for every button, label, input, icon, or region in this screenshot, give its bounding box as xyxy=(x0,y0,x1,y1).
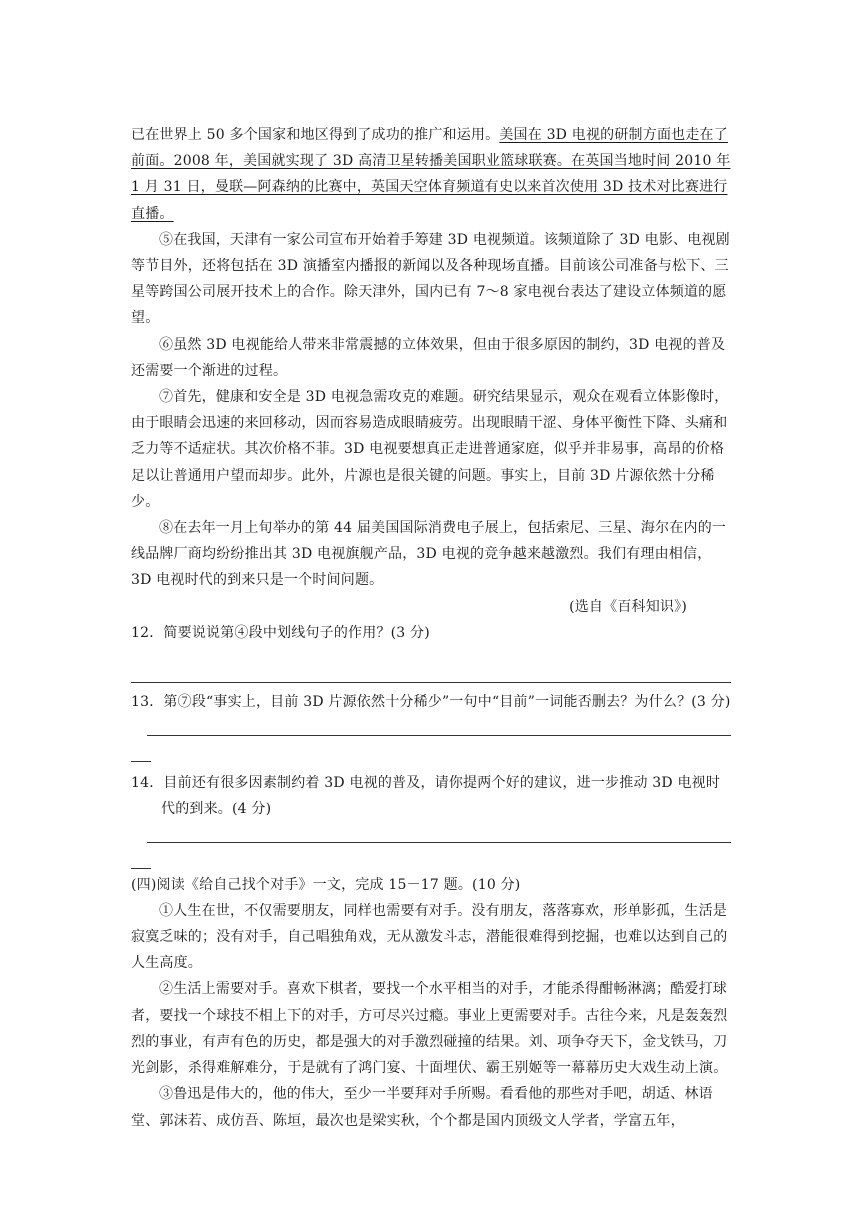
question-12: 12．简要说说第④段中划线句子的作用？(3 分) xyxy=(131,624,430,641)
section-4-paragraph-2: ②生活上需要对手。喜欢下棋者，要找一个水平相当的对手，才能杀得酣畅淋漓；酷爱打球者，要找一个球技不相上下的对手，方可尽兴过瘾。事业上更需要对手。古往今来，凡是轰轰烈烈的事业，有声有色的历史，都是强大的对手激烈碰撞的结果。刘、项争夺天下，金戈铁马，刀光剑影，杀得难解难分，于是就有了鸿门宴、十面埋伏、霸王别姬等一幕幕历史大戏生动上演。 xyxy=(131,981,728,1077)
paragraph-8: ⑧在去年一月上旬举办的第 44 届美国国际消费电子展上，包括索尼、三星、海尔在内的一线品牌厂商均纷纷推出其 3D 电视旗舰产品，3D 电视的竞争越来越激烈。我们有理由相信，3D 电视时代的到来只是一个时间问题。 xyxy=(131,520,727,589)
paragraph-7: ⑦首先，健康和安全是 3D 电视急需攻克的难题。研究结果显示，观众在观看立体影像时，由于眼睛会迅速的来回移动，因而容易造成眼睛疲劳。出现眼睛干涩、身体平衡性下降、头痛和乏力等不适症状。其次价格不菲。3D 电视要想真正走进普通家庭，似乎并非易事，高昂的价格足以让普通用户望而却步。此外，片源也是很关键的问题。事实上，目前 3D 片源依然十分稀少。 xyxy=(131,389,729,510)
paragraph-5: ⑤在我国，天津有一家公司宣布开始着手筹建 3D 电视频道。该频道除了 3D 电影、电视剧等节目外，还将包括在 3D 演播室内播报的新闻以及各种现场直播。目前该公司准备与松下、三星等跨国公司展开技术上的合作。除天津外，国内已有 7～8 家电视台表达了建设立体频道的愿望。 xyxy=(131,231,730,327)
paragraph-4 xyxy=(131,122,731,227)
paragraph-6: ⑥虽然 3D 电视能给人带来非常震撼的立体效果，但由于很多原因的制约，3D 电视的普及还需要一个渐进的过程。 xyxy=(131,336,726,379)
question-13: 13．第⑦段“事实上，目前 3D 片源依然十分稀少”一句中“目前”一词能否删去？为什么？(3 分) xyxy=(131,694,731,711)
answer-line-14-stub xyxy=(131,868,151,869)
paragraph-4-intro: 已在世界上 50 多个国家和地区得到了成功的推广和运用。 xyxy=(131,127,500,143)
answer-line-13-stub xyxy=(131,761,151,762)
answer-line-14[interactable] xyxy=(147,842,731,843)
underlined-sentence: 美国在 3D 电视的研制方面也走在了前面。2008 年，美国就实现了 3D 高清卫星转播美国职业篮球联赛。在英国当地时间 2010 年 1 月 31 日，曼联—阿森纳的比赛中，英国天空体育频道有史以来首次使用 3D 技术对比赛进行直播。 xyxy=(131,127,731,222)
answer-line-12[interactable] xyxy=(131,682,731,683)
answer-line-13[interactable] xyxy=(147,735,731,736)
section-4-paragraph-1: ①人生在世，不仅需要朋友，同样也需要有对手。没有朋友，落落寡欢，形单影孤，生活是寂寞乏味的；没有对手，自己唱独角戏，无从激发斗志，潜能很难得到挖掘，也难以达到自己的人生高度。 xyxy=(131,902,728,972)
question-14: 14．目前还有很多因素制约着 3D 电视的普及，请你提两个好的建议，进一步推动 3D 电视时代的到来。(4 分) xyxy=(131,775,721,818)
document-body xyxy=(131,122,731,1134)
section-4-heading: (四)阅读《给自己找个对手》一文，完成 15－17 题。(10 分) xyxy=(131,876,521,893)
source-citation: (选自《百科知识》) xyxy=(569,598,687,615)
section-4-paragraph-3: ③鲁迅是伟大的，他的伟大，至少一半要拜对手所赐。看看他的那些对手吧，胡适、林语堂、郭沫若、成仿吾、陈垣，最次也是梁实秋，个个都是国内顶级文人学者，学富五年， xyxy=(131,1086,713,1129)
